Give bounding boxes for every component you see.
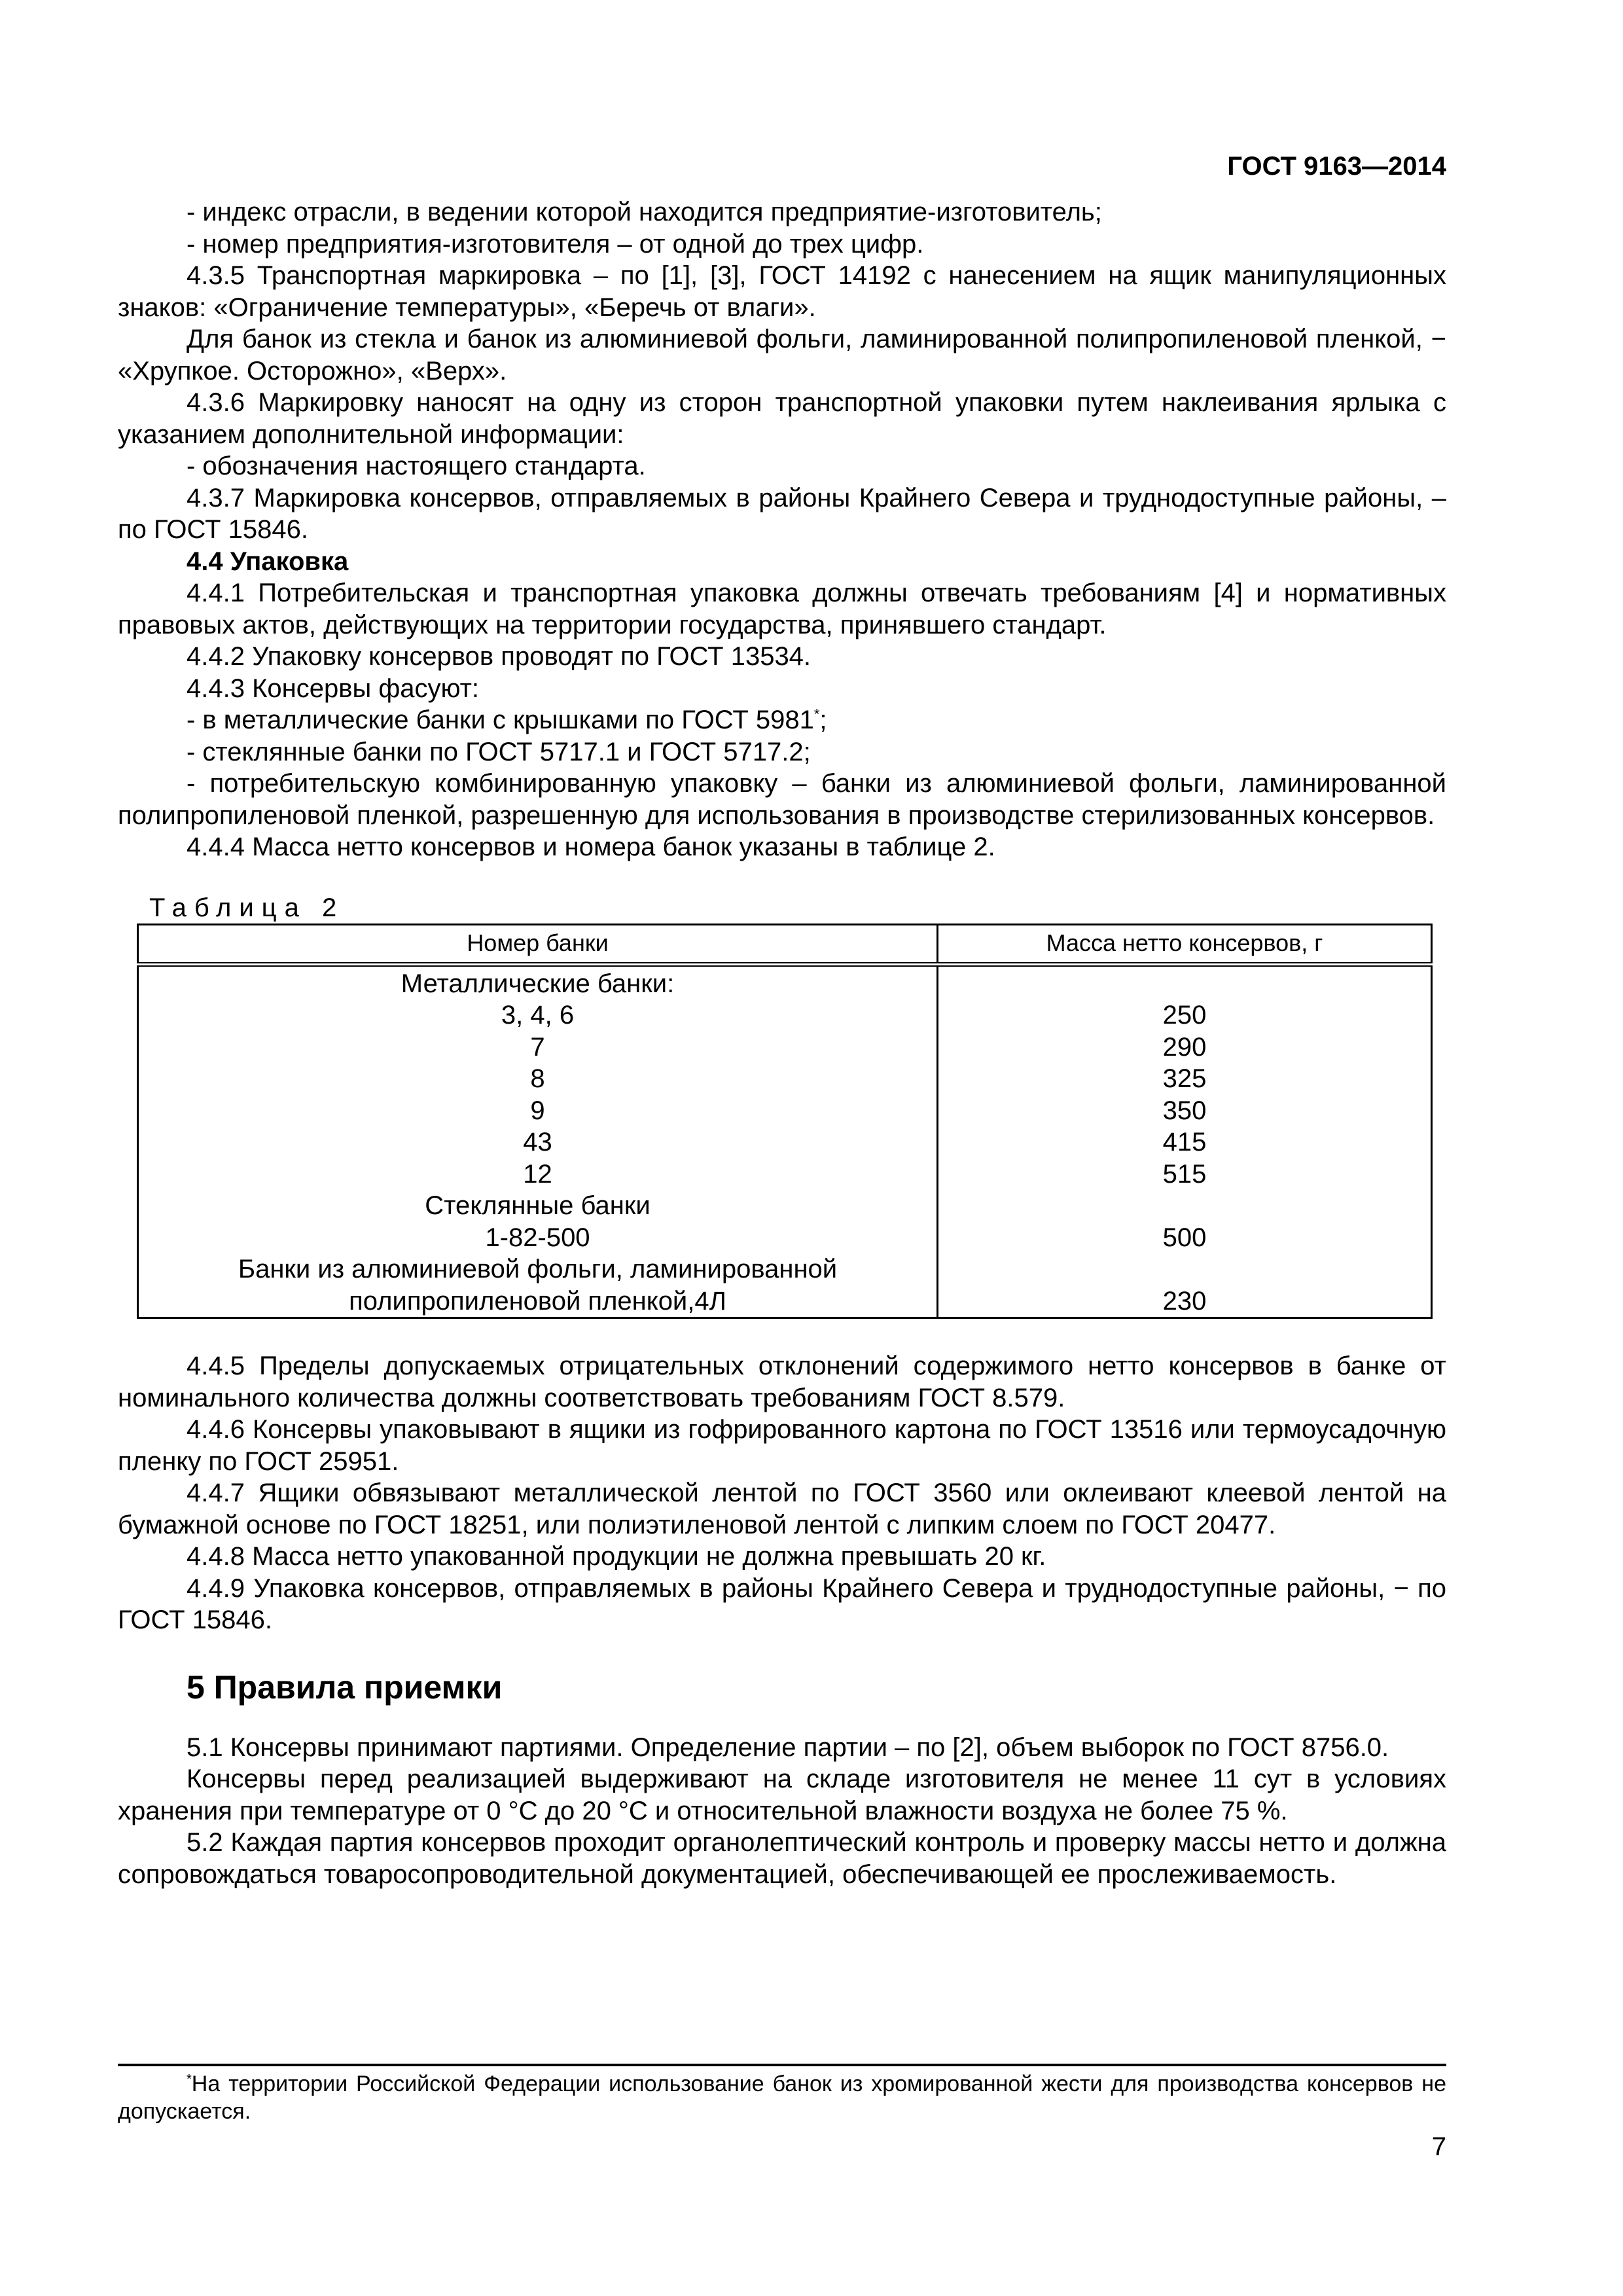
cell-net-mass bbox=[938, 964, 1432, 999]
footnote-separator bbox=[118, 2064, 1446, 2066]
cell-can-number: Металлические банки: bbox=[138, 964, 938, 999]
paragraph: 4.4.4 Масса нетто консервов и номера банок указаны в таблице 2. bbox=[187, 833, 995, 861]
cell-net-mass: 515 bbox=[938, 1158, 1432, 1191]
table-row bbox=[138, 1031, 1432, 1064]
paragraph: - индекс отрасли, в ведении которой находится предприятие-изготовитель; bbox=[187, 198, 1102, 226]
list-item-text: - в металлические банки с крышками по ГОСТ 5981 bbox=[187, 706, 814, 734]
net-mass-table bbox=[137, 924, 1433, 1319]
paragraph: 5.1 Консервы принимают партиями. Определение партии – по [2], объем выборок по ГОСТ 8756.0. bbox=[187, 1732, 1389, 1762]
column-header-net-mass: Масса нетто консервов, г bbox=[938, 924, 1432, 964]
cell-net-mass: 250 bbox=[938, 999, 1432, 1031]
cell-net-mass bbox=[938, 1190, 1432, 1222]
cell-can-number: полипропиленовой пленкой,4Л bbox=[138, 1285, 938, 1318]
paragraph: 4.4.6 Консервы упаковывают в ящики из гофрированного картона по ГОСТ 13516 или термоусадочную пленку по ГОСТ 25951. bbox=[118, 1415, 1446, 1476]
footnote bbox=[118, 2070, 1446, 2125]
paragraph: - номер предприятия-изготовителя – от одной до трех цифр. bbox=[187, 229, 924, 259]
cell-can-number: 1-82-500 bbox=[138, 1222, 938, 1254]
cell-net-mass: 290 bbox=[938, 1031, 1432, 1064]
cell-net-mass: 350 bbox=[938, 1095, 1432, 1127]
list-item: - потребительскую комбинированную упаковку – банки из алюминиевой фольги, ламинированной полипропиленовой пленкой, разрешенную для использования в производстве стерилизованных консервов. bbox=[118, 769, 1446, 830]
paragraph: 4.3.6 Маркировку наносят на одну из сторон транспортной упаковки путем наклеивания ярлыка с указанием дополнительной информации: bbox=[118, 388, 1446, 449]
document-body bbox=[118, 196, 1446, 1890]
paragraph: Для банок из стекла и банок из алюминиевой фольги, ламинированной полипропиленовой пленкой, − «Хрупкое. Осторожно», «Верх». bbox=[118, 325, 1446, 386]
table-row bbox=[138, 1190, 1432, 1222]
table-row bbox=[138, 1126, 1432, 1158]
cell-can-number: 43 bbox=[138, 1126, 938, 1158]
paragraph: 4.4.1 Потребительская и транспортная упаковка должны отвечать требованиям [4] и нормативных правовых актов, действующих на территории государства, принявшего стандарт. bbox=[118, 579, 1446, 639]
table-row bbox=[138, 1095, 1432, 1127]
cell-net-mass: 325 bbox=[938, 1063, 1432, 1095]
cell-net-mass: 500 bbox=[938, 1222, 1432, 1254]
table-header-row bbox=[138, 924, 1432, 964]
cell-can-number: 12 bbox=[138, 1158, 938, 1191]
paragraph: 4.4.3 Консервы фасуют: bbox=[187, 673, 480, 703]
paragraph: Консервы перед реализацией выдерживают на складе изготовителя не менее 11 сут в условиях хранения при температуре от 0 °С до 20 °С и относительной влажности воздуха не более 75 %. bbox=[118, 1765, 1446, 1825]
paragraph: 4.4.2 Упаковку консервов проводят по ГОСТ 13534. bbox=[187, 642, 812, 671]
paragraph: 4.4.5 Пределы допускаемых отрицательных отклонений содержимого нетто консервов в банке от номинального количества должны соответствовать требованиям ГОСТ 8.579. bbox=[118, 1352, 1446, 1412]
footnote-reference: * bbox=[813, 706, 820, 723]
table-row bbox=[138, 1063, 1432, 1095]
cell-net-mass: 415 bbox=[938, 1126, 1432, 1158]
paragraph: 5.2 Каждая партия консервов проходит органолептический контроль и проверку массы нетто и должна сопровождаться товаросопроводительной документацией, обеспечивающей ее прослеживаемость. bbox=[118, 1828, 1446, 1889]
cell-can-number: 8 bbox=[138, 1063, 938, 1095]
list-item: - стеклянные банки по ГОСТ 5717.1 и ГОСТ 5717.2; bbox=[187, 737, 811, 766]
paragraph: - обозначения настоящего стандарта. bbox=[187, 452, 646, 480]
cell-can-number: 9 bbox=[138, 1095, 938, 1127]
list-item-tail: ; bbox=[819, 706, 827, 734]
footnote-mark: * bbox=[187, 2072, 192, 2087]
footnote-text: На территории Российской Федерации использование банок из хромированной жести для производства консервов не допускается. bbox=[118, 2072, 1446, 2124]
document-page bbox=[118, 0, 1446, 2296]
paragraph: 4.3.5 Транспортная маркировка – по [1], [3], ГОСТ 14192 с нанесением на ящик манипуляционных знаков: «Ограничение температуры», «Беречь от влаги». bbox=[118, 261, 1446, 322]
cell-can-number: 3, 4, 6 bbox=[138, 999, 938, 1031]
table-row bbox=[138, 964, 1432, 999]
list-item bbox=[118, 704, 1446, 736]
paragraph-group bbox=[118, 1350, 1446, 1636]
paragraph: 4.4.9 Упаковка консервов, отправляемых в районы Крайнего Севера и труднодоступные районы, − по ГОСТ 15846. bbox=[118, 1573, 1446, 1634]
table-row bbox=[138, 1285, 1432, 1318]
cell-can-number: Стеклянные банки bbox=[138, 1190, 938, 1222]
subsection-title: 4.4 Упаковка bbox=[187, 547, 349, 576]
cell-can-number: Банки из алюминиевой фольги, ламинированной bbox=[138, 1253, 938, 1285]
paragraph: 4.3.7 Маркировка консервов, отправляемых в районы Крайнего Севера и труднодоступные районы, – по ГОСТ 15846. bbox=[118, 483, 1446, 544]
cell-can-number: 7 bbox=[138, 1031, 938, 1064]
cell-net-mass: 230 bbox=[938, 1285, 1432, 1318]
paragraph: 4.4.7 Ящики обвязывают металлической лентой по ГОСТ 3560 или оклеивают клеевой лентой на бумажной основе по ГОСТ 18251, или полиэтиленовой лентой с липким слоем по ГОСТ 20477. bbox=[118, 1479, 1446, 1539]
column-header-can-number: Номер банки bbox=[138, 924, 938, 964]
section-title: 5 Правила приемки bbox=[187, 1668, 503, 1706]
doc-code-header: ГОСТ 9163—2014 bbox=[1227, 152, 1446, 181]
table-row bbox=[138, 1158, 1432, 1191]
table-row bbox=[138, 999, 1432, 1031]
table-row bbox=[138, 1222, 1432, 1254]
table-row bbox=[138, 1253, 1432, 1285]
page-number: 7 bbox=[1431, 2132, 1446, 2161]
cell-net-mass bbox=[938, 1253, 1432, 1285]
table-caption: Таблица 2 bbox=[149, 893, 345, 922]
paragraph: 4.4.8 Масса нетто упакованной продукции не должна превышать 20 кг. bbox=[187, 1542, 1046, 1571]
